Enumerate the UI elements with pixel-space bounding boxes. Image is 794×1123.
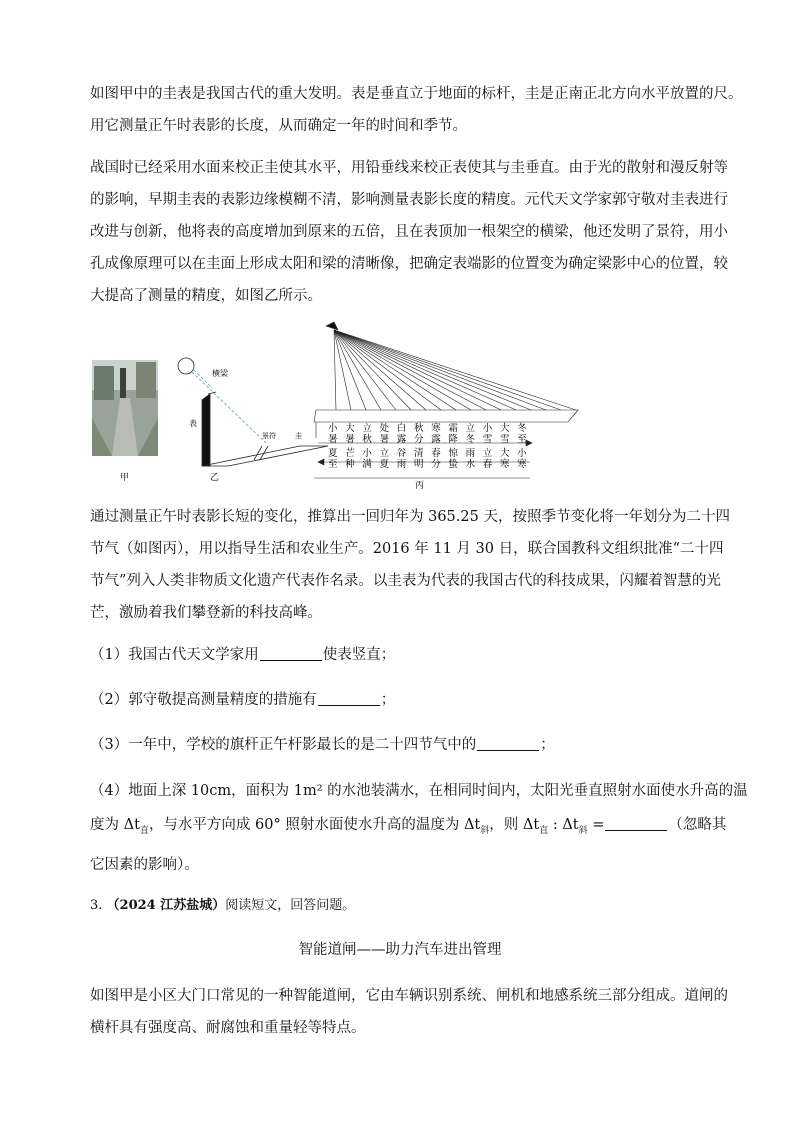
solar-term-char: 雪 bbox=[482, 434, 493, 445]
text-line: 战国时已经采用水面来校正圭使其水平，用铅垂线来校正表使其与圭垂直。由于光的散射和漫反射等 bbox=[90, 160, 728, 176]
caption-yi: 乙 bbox=[210, 473, 220, 483]
text-line: （4）地面上深 10cm，面积为 1m² 的水池装满水，在相同时间内，太阳光垂直照射水面使水升高的温 bbox=[90, 783, 748, 799]
solar-term-char: 种 bbox=[345, 459, 355, 470]
text-line: 用它测量正午时表影的长度，从而确定一年的时间和季节。 bbox=[90, 118, 467, 134]
solar-term-char: 满 bbox=[362, 459, 372, 470]
solar-term-char: 水 bbox=[465, 459, 476, 470]
solar-term-char: 秋 bbox=[362, 434, 372, 445]
solar-term-char: 降 bbox=[448, 434, 458, 445]
solar-term-char: 秋 bbox=[414, 423, 424, 434]
solar-term-char: 分 bbox=[431, 459, 441, 470]
history-paragraph bbox=[90, 152, 728, 312]
solar-term-char: 小 bbox=[517, 448, 527, 459]
question-3-header: 3. （2024 江苏盐城）阅读短文，回答问题。 bbox=[90, 898, 356, 913]
solar-term-char: 寒 bbox=[517, 459, 527, 470]
solar-term-char: 雪 bbox=[500, 434, 510, 445]
solar-term-char: 夏 bbox=[379, 459, 390, 470]
answer-blank[interactable] bbox=[260, 646, 322, 661]
caption-jia: 甲 bbox=[120, 473, 130, 483]
solar-term-char: 明 bbox=[414, 459, 424, 470]
label-hengliang: 横梁 bbox=[212, 369, 228, 378]
solar-term-char: 小 bbox=[362, 448, 372, 459]
solar-term-char: 立 bbox=[379, 448, 390, 459]
intro-paragraph bbox=[90, 78, 743, 142]
article-paragraph bbox=[90, 980, 728, 1044]
solar-term-char: 春 bbox=[431, 448, 441, 459]
solar-term-char: 蛰 bbox=[448, 459, 458, 470]
solar-term-char: 惊 bbox=[448, 448, 458, 459]
text-line: 节气”列入人类非物质文化遗产代表作名录。以圭表为代表的我国古代的科技成果，闪耀着智慧的光 bbox=[90, 573, 721, 589]
question-3: （3）一年中，学校的旗杆正午杆影最长的是二十四节气中的 ； bbox=[90, 737, 555, 753]
guibiao-figure bbox=[90, 318, 590, 490]
text-line: 横杆具有强度高、耐腐蚀和重量轻等特点。 bbox=[90, 1020, 366, 1036]
solar-term-char: 大 bbox=[345, 423, 355, 434]
solar-term-char: 分 bbox=[414, 434, 424, 445]
text-line: 大提高了测量的精度，如图乙所示。 bbox=[90, 288, 322, 304]
question-2: （2）郭守敬提高测量精度的措施有 ； bbox=[90, 692, 396, 708]
solar-term-char: 夏 bbox=[328, 448, 338, 459]
photo-jia bbox=[92, 360, 158, 456]
solar-term-char: 暑 bbox=[328, 434, 338, 445]
solar-term-char: 露 bbox=[431, 434, 441, 445]
caption-bing: 丙 bbox=[415, 481, 425, 490]
answer-blank[interactable] bbox=[318, 691, 380, 706]
solar-term-char: 立 bbox=[362, 423, 372, 434]
solar-term-char: 寒 bbox=[500, 459, 510, 470]
solar-term-char: 露 bbox=[396, 434, 407, 445]
solar-term-char: 春 bbox=[482, 459, 493, 470]
text-line: 通过测量正午时表影长短的变化，推算出一回归年为 365.25 天，按照季节变化将一年划分为二十四 bbox=[90, 509, 730, 525]
solar-term-char: 大 bbox=[500, 423, 510, 434]
solar-term-char: 寒 bbox=[431, 423, 441, 434]
question-4 bbox=[90, 774, 748, 882]
label-biao: 表 bbox=[189, 419, 197, 428]
article-title: 智能道闸——助力汽车进出管理 bbox=[298, 942, 502, 958]
solar-term-char: 雨 bbox=[465, 448, 476, 459]
solar-term-char: 谷 bbox=[396, 448, 407, 459]
solar-term-char: 芒 bbox=[345, 448, 355, 459]
text-line: 芒，激励着我们攀登新的科技高峰。 bbox=[90, 605, 322, 621]
label-gui: 圭 bbox=[295, 432, 302, 440]
solar-term-char: 暑 bbox=[379, 434, 390, 445]
question-1: （1）我国古代天文学家用 使表竖直； bbox=[90, 647, 396, 663]
solar-term-char: 冬 bbox=[465, 434, 476, 445]
solar-term-char: 霜 bbox=[448, 423, 458, 434]
text-line: 如图甲中的圭表是我国古代的重大发明。表是垂直立于地面的标杆，圭是正南正北方向水平放置的尺。 bbox=[90, 86, 743, 102]
text-line: 它因素的影响）。 bbox=[90, 856, 199, 873]
text-line: 如图甲是小区大门口常见的一种智能道闸，它由车辆识别系统、闸机和地感系统三部分组成。道闸的 bbox=[90, 988, 728, 1004]
solar-term-char: 大 bbox=[500, 448, 510, 459]
diagram-yi bbox=[178, 358, 328, 466]
calendar-paragraph bbox=[90, 501, 730, 629]
solar-term-char: 小 bbox=[482, 423, 493, 434]
solar-term-char: 小 bbox=[328, 423, 338, 434]
text-line: 的影响，早期圭表的表影边缘模糊不清，影响测量表影长度的精度。元代天文学家郭守敬对圭表进行 bbox=[90, 192, 728, 208]
text-line: 孔成像原理可以在圭面上形成太阳和梁的清晰像，把确定表端影的位置变为确定梁影中心的位置，较 bbox=[90, 256, 728, 272]
solar-term-char: 处 bbox=[379, 423, 390, 434]
solar-term-char: 立 bbox=[465, 423, 476, 434]
text-line: 改进与创新，他将表的高度增加到原来的五倍，且在表顶加一根架空的横梁，他还发明了景符，用小 bbox=[90, 224, 728, 240]
solar-term-char: 冬 bbox=[517, 423, 527, 434]
text-line: 节气（如图丙），用以指导生活和农业生产。2016 年 11 月 30 日，联合国教科文组织批准“二十四 bbox=[90, 541, 724, 557]
answer-blank[interactable] bbox=[477, 736, 539, 751]
bottom-term-labels bbox=[328, 447, 527, 470]
text-line: 度为 $\Delta t_直$，与水平方向成 60° 照射水面使水升高的温度为 $\Delta t_斜$，则 $\Delta t_直$ : $\Delta t_斜$ = （忽略其 bbox=[90, 817, 727, 836]
solar-term-char: 至 bbox=[517, 434, 527, 445]
solar-term-char: 暑 bbox=[345, 434, 355, 445]
solar-term-char: 白 bbox=[396, 423, 407, 434]
answer-blank[interactable] bbox=[605, 816, 667, 831]
top-term-labels bbox=[328, 422, 527, 445]
solar-term-char: 立 bbox=[482, 448, 493, 459]
solar-term-char: 清 bbox=[414, 448, 424, 459]
label-jingfu: 景符 bbox=[262, 432, 276, 440]
solar-term-char: 至 bbox=[328, 459, 338, 470]
solar-term-char: 雨 bbox=[396, 459, 407, 470]
